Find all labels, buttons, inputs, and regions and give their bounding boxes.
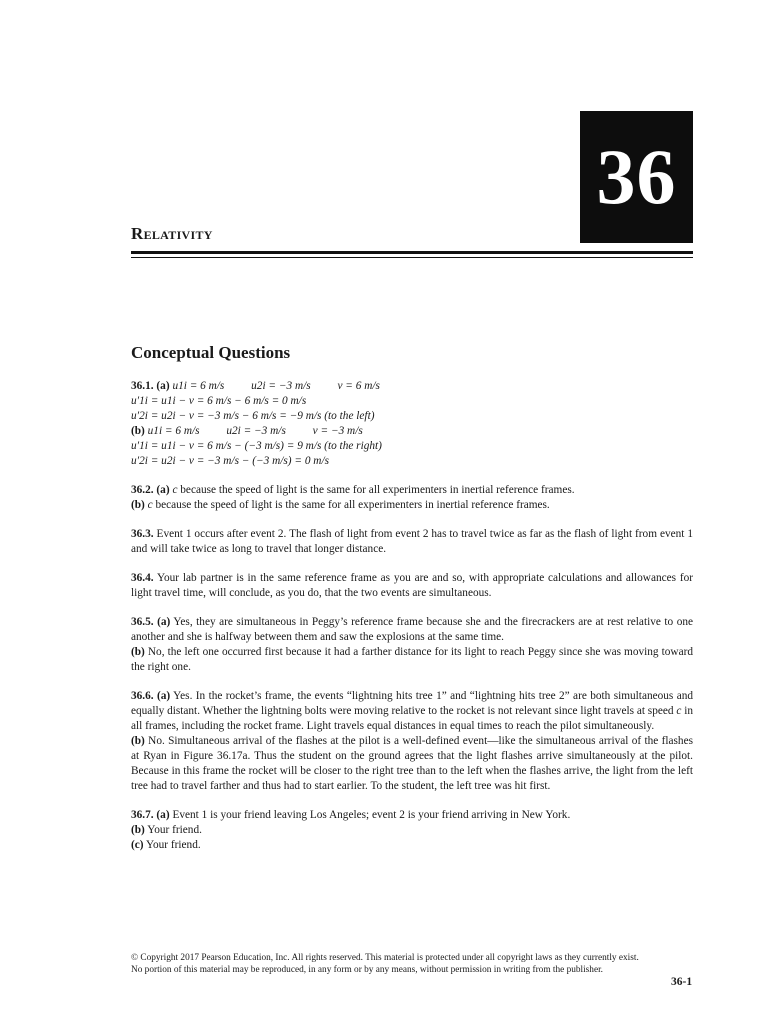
q6-part-a: 36.6. (a) Yes. In the rocket’s frame, the events “lightning hits tree 1” and “lightning hits tree 2” are both simultaneous and equally distant. Whether the lightning bolts were moving relative to the rocket is not relevant since light travels at speed c in all frames, including the rocket frame. Light travels equal distances in equal times to reach the pilot simultaneously. [131,690,694,732]
question-36-6 [131,689,693,794]
section-title: Conceptual Questions [131,343,291,362]
q2-part-a: 36.2. (a) c because the speed of light is the same for all experimenters in inertial reference frames. [131,484,575,496]
chapter-title: Relativity [131,224,213,243]
q5-part-b: (b) No, the left one occurred first because it had a farther distance for its light to reach Peggy since she was moving toward the right one. [131,646,694,673]
chapter-number-box [580,111,693,243]
question-36-7 [131,808,693,853]
question-36-2 [131,483,693,513]
question-36-4: 36.4. Your lab partner is in the same reference frame as you are and so, with appropriate calculations and allowances for light travel time, will conclude, as you do, that the two events are simultaneous. [131,572,693,599]
question-36-3: 36.3. Event 1 occurs after event 2. The flash of light from event 2 has to travel twice as far as the flash of light from event 1 and will take twice as long to travel that longer distance. [131,528,693,555]
copyright-line-1: © Copyright 2017 Pearson Education, Inc. All rights reserved. This material is protected under all copyright laws as they currently exist. [131,953,639,963]
q1-line-b2: u′1i = u1i − v = 6 m/s − (−3 m/s) = 9 m/s (to the right) [131,440,382,452]
document-body [131,379,693,867]
copyright-line-2: No portion of this material may be reproduced, in any form or by any means, without permission in writing from the publisher. [131,965,603,975]
copyright-notice [131,952,696,976]
q2-part-b: (b) c because the speed of light is the same for all experimenters in inertial reference frames. [131,499,550,511]
q1-line-a1: 36.1. (a) u1i = 6 m/s u2i = −3 m/s v = 6 m/s [131,380,380,392]
q1-line-a3: u′2i = u2i − v = −3 m/s − 6 m/s = −9 m/s (to the left) [131,410,375,422]
q7-part-a: 36.7. (a) Event 1 is your friend leaving Los Angeles; event 2 is your friend arriving in New York. [131,809,571,821]
q7-part-c: (c) Your friend. [131,839,201,851]
question-36-5 [131,615,693,675]
q1-line-a2: u′1i = u1i − v = 6 m/s − 6 m/s = 0 m/s [131,395,307,407]
q6-part-b: (b) No. Simultaneous arrival of the flashes at the pilot is a well-defined event—like the simultaneous arrival of the flashes at Ryan in Figure 36.17a. Thus the student on the ground agrees that the light flashes arrive simultaneously at the pilot. Because in this frame the rocket will be closer to the right tree than to the left when the flashes arrive, the light from the left tree had to travel farther and thus had to start earlier. To the student, the left tree was hit first. [131,735,693,792]
q5-part-a: 36.5. (a) Yes, they are simultaneous in Peggy’s reference frame because she and the firecrackers are at rest relative to one another and she is halfway between them and saw the explosions at the same time. [131,616,694,643]
q7-part-b: (b) Your friend. [131,824,202,836]
chapter-number: 36 [596,133,677,220]
page-number: 36-1 [671,976,693,988]
question-36-1 [131,379,693,469]
q1-line-b3: u′2i = u2i − v = −3 m/s − (−3 m/s) = 0 m/s [131,455,329,467]
header-rule-thin [131,257,693,258]
header-rule-thick [131,251,693,254]
q1-line-b1: (b) u1i = 6 m/s u2i = −3 m/s v = −3 m/s [131,425,363,437]
